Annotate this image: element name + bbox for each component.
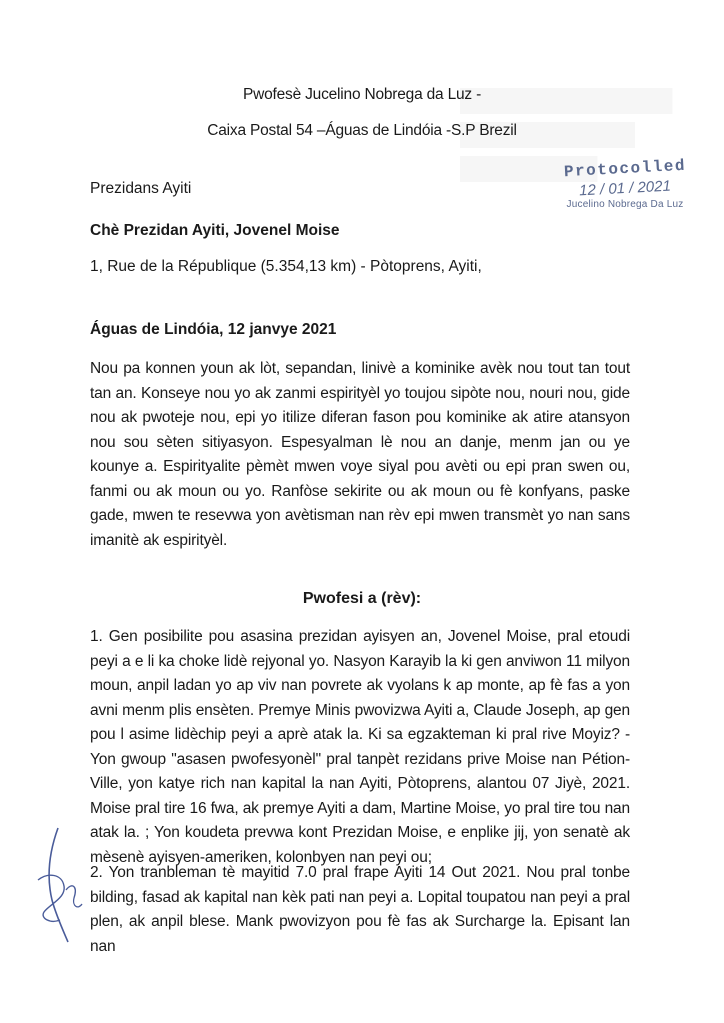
section-title: Pwofesi a (rèv): [302, 590, 422, 607]
salutation: Chè Prezidan Ayiti, Jovenel Moise [90, 222, 340, 239]
handwritten-signature [28, 820, 88, 950]
stamp-title: Protocolled [563, 156, 687, 182]
place-date: Águas de Lindóia, 12 janvye 2021 [90, 321, 337, 338]
prophecy-paragraph-2: 2. Yon tranbleman tè mayitid 7.0 pral frape Ayiti 14 Out 2021. Nou pral tonbe bilding, fasad ak kapital nan kèk pati nan peyi a. Lopital toupatou nan peyi a pral plen, ak anpil blese. Mank pwovizyon pou fè fas ak Surcharge la. Episant lan nan [90, 864, 630, 955]
stamp-date: 12 / 01 / 2021 [578, 177, 672, 200]
stamp-name: Jucelino Nobrega Da Luz [566, 199, 684, 210]
recipient-address: 1, Rue de la République (5.354,13 km) - Pòtoprens, Ayiti, [90, 258, 482, 275]
recipient-office: Prezidans Ayiti [90, 180, 192, 197]
sender-address: Caixa Postal 54 –Águas de Lindóia -S.P Brezil [207, 122, 517, 139]
sender-name: Pwofesè Jucelino Nobrega da Luz - [242, 86, 482, 103]
intro-paragraph: Nou pa konnen youn ak lòt, sepandan, linivè a kominike avèk nou tout tan tout tan an. Konseye nou yo ak zanmi espirityèl yo toujou sipòte nou, nouri nou, gide nou ak pwoteje nou, epi yo itilize diferan fason pou kominike ak atire atansyon nou sou sèten sitiyasyon. Espesyalman lè nou an danje, menm jan ou ye kounye a. Espirityalite pèmèt mwen voye siyal pou avèti ou epi pran swen ou, fanmi ou ak moun ou yo. Ranfòse sekirite ou ak moun ou fè konfyans, paske gade, mwen te resevwa yon avètisman nan rèv epi mwen transmèt yo nan sans imanitè ak espirityèl. [90, 360, 630, 549]
prophecy-paragraph-1: 1. Gen posibilite pou asasina prezidan ayisyen an, Jovenel Moise, pral etoudi peyi a e li ka choke lidè rejyonal yo. Nasyon Karayib la ki gen anviwon 11 milyon moun, anpil ladan yo ap viv nan povrete ak vyolans k ap monte, ap fè fas a yon avni menm plis ensèten. Premye Minis pwovizwa Ayiti a, Claude Joseph, ap gen pou l asime lidèchip peyi a aprè atak la. Ki sa egzakteman ki pral rive Moyiz? - Yon gwoup "asasen pwofesyonèl" pral tanpèt rezidans prive Moise nan Pétion-Ville, yon katye rich nan kapital la nan Ayiti, Pòtoprens, alantou 07 Jiyè, 2021. Moise pral tire 16 fwa, ak premye Ayiti a dam, Martine Moise, yo pral tire tou nan atak la. ; Yon koudeta prevwa kont Prezidan Moise, e enplike jij, yon senatè ak mèsenè ayisyen-ameriken, kolonbyen nan peyi ou; [90, 628, 630, 866]
